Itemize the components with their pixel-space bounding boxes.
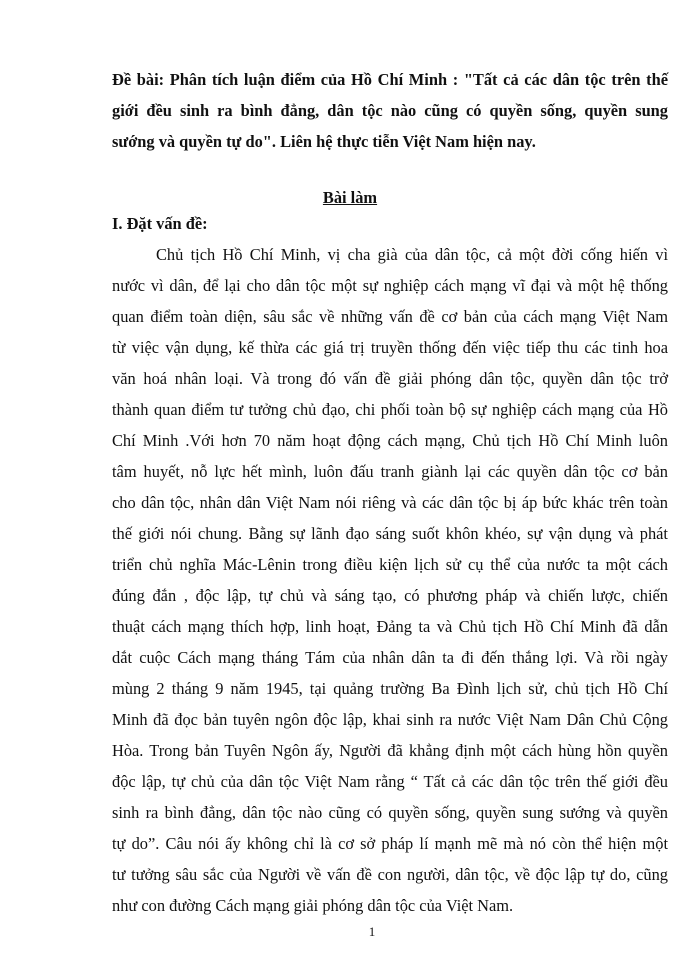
body-line: tự do”. Câu nói ấy không chỉ là cơ sở pháp lí mạnh mẽ mà nó còn thể hiện một [112,834,668,853]
prompt-line-2: giới đều sinh ra bình đẳng, dân tộc nào cũng có quyền sống, quyền sung [112,101,668,120]
body-line: dắt cuộc Cách mạng tháng Tám của nhân dân ta đi đến thắng lợi. Và rồi ngày [112,648,668,667]
essay-title: Bài làm [322,188,378,207]
body-line: quan điểm toàn diện, sâu sắc về những vấn đề cơ bản của cách mạng Việt Nam [112,307,668,326]
prompt-line-3: sướng và quyền tự do". Liên hệ thực tiễn Việt Nam hiện nay. [112,132,536,151]
body-line: tư tưởng sâu sắc của Người về vấn đề con người, dân tộc, về độc lập tự do, cũng [112,865,668,884]
body-line: từ việc vận dụng, kế thừa các giá trị truyền thống đến việc tiếp thu các tinh hoa [112,338,668,357]
body-line: cho dân tộc, nhân dân Việt Nam nói riêng và các dân tộc bị áp bức khác trên toàn [112,493,668,512]
body-line: sinh ra bình đẳng, dân tộc nào cũng có quyền sống, quyền sung sướng và quyền [112,803,668,822]
body-line: độc lập, tự chủ của dân tộc Việt Nam rằng “ Tất cả các dân tộc trên thế giới đều [112,772,668,791]
body-line: Chí Minh .Với hơn 70 năm hoạt động cách mạng, Chủ tịch Hồ Chí Minh luôn [112,431,668,450]
body-line: triển chủ nghĩa Mác-Lênin trong điều kiện lịch sử cụ thể của nước ta một cách [112,555,668,574]
body-line: thuật cách mạng thích hợp, linh hoạt, Đảng ta và Chủ tịch Hồ Chí Minh đã dẫn [112,617,668,636]
body-line: đúng đắn , độc lập, tự chủ và sáng tạo, có phương pháp và chiến lược, chiến [112,586,668,605]
body-line: thế giới nói chung. Bằng sự lãnh đạo sáng suốt khôn khéo, sự vận dụng và phát [112,524,668,543]
body-line: mùng 2 tháng 9 năm 1945, tại quảng trường Ba Đình lịch sử, chủ tịch Hồ Chí [112,679,668,698]
body-line: văn hoá nhân loại. Và trong đó vấn đề giải phóng dân tộc, quyền dân tộc trở [112,369,668,388]
body-line: Hòa. Trong bản Tuyên Ngôn ấy, Người đã khẳng định một cách hùng hồn quyền [112,741,668,760]
body-line: nước vì dân, để lại cho dân tộc một sự nghiệp cách mạng vĩ đại và một hệ thống [112,276,668,295]
body-line: tâm huyết, nỗ lực hết mình, luôn đấu tranh giành lại các quyền dân tộc cơ bản [112,462,668,481]
body-line: Minh đã đọc bản tuyên ngôn độc lập, khai sinh ra nước Việt Nam Dân Chủ Cộng [112,710,668,729]
page-number: 1 [368,924,376,939]
body-line: thành quan điểm tư tưởng chủ đạo, chi phối toàn bộ sự nghiệp cách mạng của Hồ [112,400,668,419]
body-line: Chủ tịch Hồ Chí Minh, vị cha già của dân tộc, cả một đời cống hiến vì [156,245,668,264]
body-line: như con đường Cách mạng giải phóng dân tộc của Việt Nam. [112,896,514,915]
prompt-line-1: Đề bài: Phân tích luận điểm của Hồ Chí Minh : "Tất cả các dân tộc trên thế [112,70,668,89]
section-heading: I. Đặt vấn đề: [112,214,208,233]
